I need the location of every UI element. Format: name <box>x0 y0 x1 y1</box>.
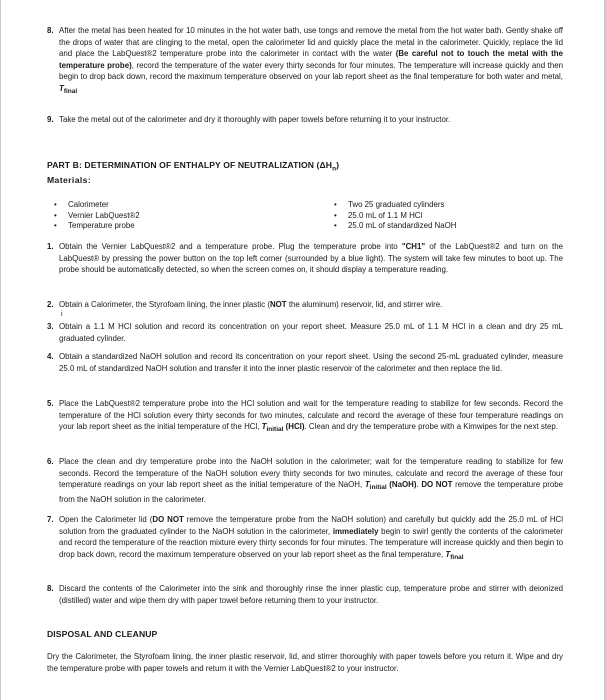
part-b-step-1 <box>47 241 563 276</box>
step-number: 3. <box>47 322 54 331</box>
step-number: 1. <box>47 242 54 251</box>
list-item: • Temperature probe <box>54 221 135 230</box>
list-item: • Two 25 graduated cylinders <box>334 200 445 209</box>
step-number: 9. <box>47 115 54 124</box>
step-text: Place the LabQuest®2 temperature probe into the HCl solution and wait for the temperature reading to stabilize for few seconds. Record the temperature of the HCl solution every thirty seconds for two minutes, calculate and record the average of these four temperature readings on your lab report sheet as the initial temperature of the HCl, $T_{initial}$ (HCl). Clean and dry the temperature probe with a Kimwipes for the next step. <box>59 399 563 433</box>
list-item: • 25.0 mL of standardized NaOH <box>334 221 457 230</box>
part-a-step-8 <box>47 25 563 97</box>
list-item: • Calorimeter <box>54 200 109 209</box>
step-text: Open the Calorimeter lid (DO NOT remove the temperature probe from the NaOH solution) and carefully but quickly add the 25.0 mL of HCl solution from the graduated cylinder to the NaOH solution in the calorimeter, immediately begin to swirl gently the contents of the calorimeter and record the temperature of the reaction mixture every thirty seconds for four minutes. The temperature will increase quickly and then begin to drop back down, record the maximum temperature observed on your lab report sheet as the final temperature, $T_{final}$ <box>59 515 564 561</box>
step-number: 8. <box>47 26 54 35</box>
step-text: Obtain a 1.1 M HCl solution and record its concentration on your report sheet. Measure 25.0 mL of 1.1 M HCl in a clean and dry 25 mL graduated cylinder. <box>59 322 563 343</box>
disposal-heading: DISPOSAL AND CLEANUP <box>47 629 158 639</box>
step-number: 2. <box>47 300 54 309</box>
page-edge-left <box>0 0 1 700</box>
list-item: • Vernier LabQuest®2 <box>54 210 140 220</box>
stray-mark: i <box>61 311 63 318</box>
step-number: 4. <box>47 352 54 361</box>
materials-left-column <box>54 200 140 232</box>
step-number: 6. <box>47 457 54 466</box>
part-b-step-6 <box>47 456 563 505</box>
step-text: Obtain a Calorimeter, the Styrofoam lining, the inner plastic (NOT the aluminum) reservoir, lid, and stirrer wire. <box>59 300 443 309</box>
step-text: Obtain the Vernier LabQuest®2 and a temperature probe. Plug the temperature probe into "CH1" of the LabQuest®2 and turn on the LabQuest® by pressing the power button on the top left corner (surrounded by a blue light). The system will take few minutes to boot up. The probe should be automatically detected, so when the screen comes on, it should display a temperature reading. <box>59 242 563 274</box>
materials-right-column <box>334 200 456 232</box>
step-number: 8. <box>47 584 54 593</box>
part-b-step-3 <box>47 321 563 344</box>
step-text: Place the clean and dry temperature probe into the NaOH solution in the calorimeter; wait for the temperature reading to stabilize for few seconds. Record the temperature of the NaOH solution every thirty seconds for two minutes, calculate and record the average of these four temperature readings on your lab report sheet as the initial temperature of the NaOH, $T_{initial}$ (NaOH). DO NOT remove the temperature probe from the NaOH solution in the calorimeter. <box>59 457 564 504</box>
part-b-step-5 <box>47 398 563 436</box>
part-b-heading: PART B: DETERMINATION OF ENTHALPY OF NEUTRALIZATION $(\Delta H_n)$ <box>47 160 340 173</box>
step-text: Take the metal out of the calorimeter and dry it thoroughly with paper towels before returning it to your instructor. <box>59 115 451 124</box>
part-a-step-9 <box>47 114 563 126</box>
part-b-step-2 <box>47 299 563 311</box>
part-b-step-8 <box>47 583 563 606</box>
step-text: Obtain a standardized NaOH solution and record its concentration on your report sheet. Using the second 25-mL graduated cylinder, measure 25.0 mL of standardized NaOH solution and transfer it into the inner plastic reservoir of the calorimeter and then replace the lid. <box>59 352 563 373</box>
list-item: • 25.0 mL of 1.1 M HCl <box>334 210 423 220</box>
part-b-step-7 <box>47 514 563 563</box>
step-number: 7. <box>47 515 54 524</box>
step-number: 5. <box>47 399 54 408</box>
warning-text: (Be careful not to touch the metal with the temperature probe) <box>59 49 563 70</box>
step-text: Discard the contents of the Calorimeter into the sink and thoroughly rinse the inner plastic cup, temperature probe and stirrer with deionized (distilled) water and wipe them dry with paper towel before returning them to your instructor. <box>59 584 563 605</box>
step-text: After the metal has been heated for 10 minutes in the hot water bath, use tongs and remove the metal from the hot water bath. Gently shake off the drops of water that are clinging to the metal, open the calorimeter lid and quickly place the metal in the calorimeter. Quickly, replace the lid and place the LabQuest®2 temperature probe into the calorimeter in contact with the water (Be careful not to touch the metal with the temperature probe), record the temperature of the water every thirty seconds for four minutes. The temperature will increase quickly and then begin to drop back down, record the maximum temperature observed on your lab report sheet as the final temperature for both water and metal, $T_{final}$ <box>59 26 563 95</box>
part-b-step-4 <box>47 351 563 374</box>
materials-label: Materials: <box>47 175 92 185</box>
disposal-text: Dry the Calorimeter, the Styrofoam lining, the inner plastic reservoir, lid, and stirrer thoroughly with paper towels before you return it. Wipe and dry the temperature probe with paper towels and return it with the Vernier LabQuest®2 to your instructor. <box>47 652 563 673</box>
